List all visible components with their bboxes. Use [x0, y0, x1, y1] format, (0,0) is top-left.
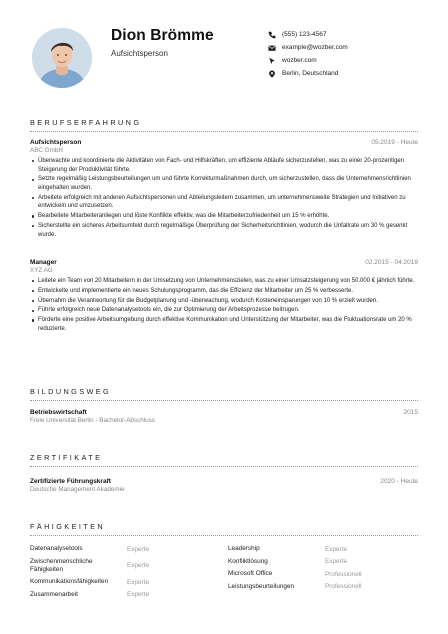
job-position: Manager — [30, 259, 57, 266]
job-company: ABC GmbH — [30, 147, 63, 154]
certificate-entry — [30, 478, 418, 493]
list-item: Überwachte und koordinierte die Aktivitäten von Fach- und Hilfskräften, um effiziente Abläufe sicherzustellen, was zu einer 20-prozentigen Steigerung der Produktivität führte. — [30, 157, 418, 174]
degree-name: Betriebswirtschaft — [30, 409, 87, 416]
list-item: Förderte eine positive Arbeitsumgebung durch effektive Kommunikation und Unterstützung der Mitarbeiter, was die Fluktuationsrate um 20 % reduzierte. — [30, 316, 418, 333]
section-heading: FÄHIGKEITEN — [30, 522, 106, 531]
contact-list — [268, 28, 348, 80]
graduation-year: 2015 — [403, 409, 418, 416]
skill-row — [30, 545, 210, 553]
skill-row — [30, 591, 210, 599]
job-dates: 05.2019 - Heute — [371, 139, 418, 146]
skill-row — [30, 558, 210, 574]
list-item: Übernahm die Verantwortung für die Budgetplanung und -überwachung, wodurch Kosteneinsparungen von 10 % erzielt wurden. — [30, 297, 418, 306]
location-icon — [268, 70, 276, 78]
certificate-dates: 2020 - Heute — [380, 478, 418, 485]
skill-name: Zusammenarbeit — [30, 590, 78, 598]
school-name: Freie Universität Berlin - Bachelor-Abschluss — [30, 417, 155, 424]
skill-row — [228, 558, 408, 566]
section-heading: BERUFSERFAHRUNG — [30, 118, 142, 127]
skill-name: Microsoft Office — [228, 570, 273, 578]
skill-row — [228, 570, 408, 578]
skill-row — [228, 583, 408, 591]
education-section — [30, 387, 418, 401]
skills-section — [30, 522, 418, 536]
job-company: XYZ AG — [30, 267, 53, 274]
experience-section — [30, 118, 418, 132]
list-item: Führte erfolgreich neue Datenanalysetools ein, die zur Optimierung der Arbeitsprozesse beitrugen. — [30, 306, 418, 315]
link-icon — [268, 57, 276, 65]
section-divider — [30, 131, 418, 132]
list-item: Setzte regelmäßig Leistungsbeurteilungen um und führte Korrekturmaßnahmen durch, um sicherzustellen, dass die Unternehmensrichtlinien eingehalten wurden. — [30, 175, 418, 192]
skill-level: Professionell — [325, 570, 362, 578]
education-entry — [30, 409, 418, 424]
skill-level: Professionell — [325, 583, 362, 591]
candidate-name: Dion Brömme — [111, 27, 214, 44]
contact-email[interactable] — [268, 41, 348, 54]
section-divider — [30, 400, 418, 401]
list-item: Entwickelte und implementierte ein neues Schulungsprogramm, das die Effizienz der Mitarbeiter um 25 % verbesserte. — [30, 287, 418, 296]
profile-photo — [32, 28, 92, 88]
skill-level: Experte — [325, 558, 348, 566]
avatar — [32, 28, 92, 88]
phone-text: (555) 123-4567 — [282, 31, 327, 38]
email-icon — [268, 44, 276, 52]
location-text: Berlin, Deutschland — [282, 70, 339, 77]
list-item: Leitete ein Team von 20 Mitarbeitern in der Umsetzung von Unternehmenszielen, was zu einer Umsatzsteigerung von 50.000 € jährlich führte. — [30, 277, 418, 286]
list-item: Bearbeitete Mitarbeiteranliegen und löste Konflikte effektiv, was die Mitarbeiterzufriedenheit um 15 % erhöhte. — [30, 212, 418, 221]
skill-row — [228, 545, 408, 553]
skill-name: Datenanalysetools — [30, 545, 83, 552]
section-divider — [30, 466, 418, 467]
list-item: Sicherstellte ein sicheres Arbeitsumfeld durch regelmäßige Überprüfung der Sicherheitsrichtlinien, wodurch die Unfallrate um 30 % gesenkt wurde. — [30, 222, 418, 239]
job-dates: 02.2015 - 04.2019 — [365, 259, 418, 266]
skill-level: Experte — [325, 545, 348, 553]
skills-column-left — [30, 545, 210, 603]
job-position: Aufsichtsperson — [30, 139, 82, 146]
website-text[interactable]: wozber.com — [282, 57, 317, 64]
skill-level: Experte — [127, 545, 150, 553]
email-text[interactable]: example@wozber.com — [282, 44, 348, 51]
skill-level: Experte — [127, 591, 150, 599]
phone-icon — [268, 31, 276, 39]
skill-name: Leistungsbeurteilungen — [228, 582, 295, 590]
skill-row — [30, 578, 210, 586]
section-heading: BILDUNGSWEG — [30, 387, 112, 396]
job-entry — [30, 139, 418, 240]
job-title: Aufsichtsperson — [111, 49, 168, 58]
section-heading: ZERTIFIKATE — [30, 453, 103, 462]
skill-name: Konfliktlösung — [228, 557, 268, 565]
certificate-issuer: Deutsche Management Akademie — [30, 486, 125, 493]
contact-phone — [268, 28, 348, 41]
skill-level: Experte — [127, 562, 150, 570]
job-bullets — [30, 157, 418, 239]
skill-name: Leadership — [228, 545, 260, 552]
skill-name: Zwischenmenschliche Fähigkeiten — [30, 557, 93, 573]
job-entry — [30, 259, 418, 335]
job-bullets — [30, 277, 418, 333]
list-item: Arbeitete erfolgreich mit anderen Aufsichtspersonen und Abteilungsleitern zusammen, um unternehmensweite Strategien und Initiativen zu entwickeln und umzusetzen. — [30, 194, 418, 211]
certificate-name: Zertifizierte Führungskraft — [30, 478, 111, 485]
contact-website[interactable] — [268, 54, 348, 67]
skill-level: Experte — [127, 578, 150, 586]
certificates-section — [30, 453, 418, 467]
contact-location — [268, 67, 348, 80]
skills-column-right — [228, 545, 408, 595]
section-divider — [30, 535, 418, 536]
skill-name: Kommunikationsfähigkeiten — [30, 578, 109, 586]
